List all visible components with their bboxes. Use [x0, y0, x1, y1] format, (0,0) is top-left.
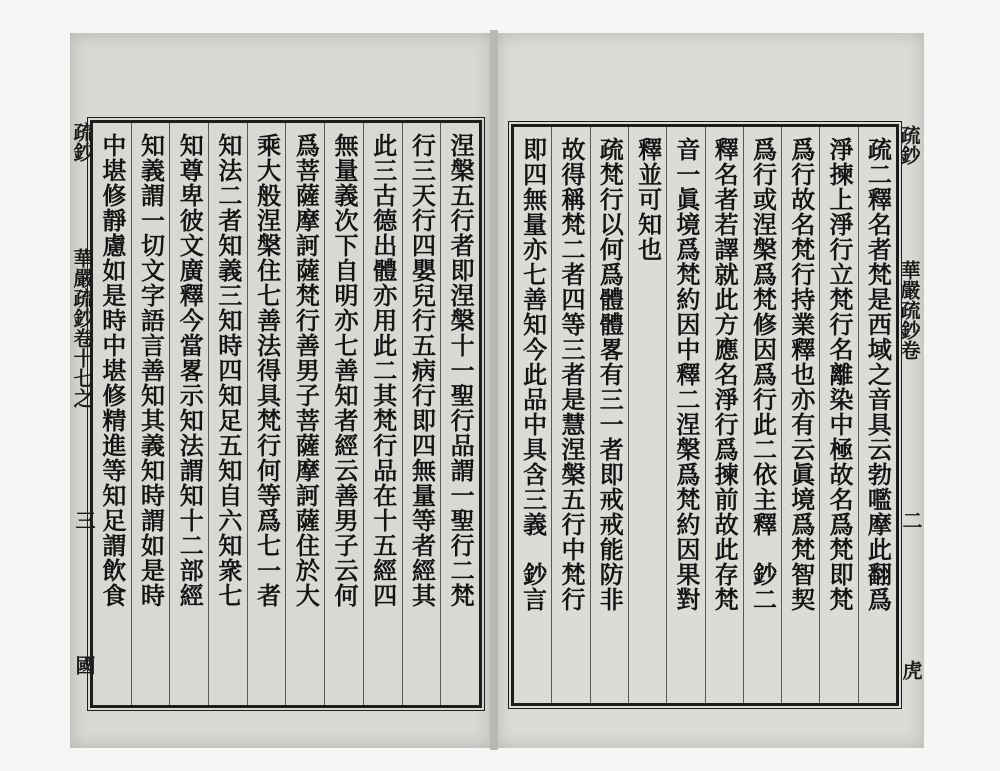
- column-text: 淨揀上淨行立梵行名離染中極故名爲梵即梵: [825, 137, 855, 612]
- column-text: 即四無量亦七善知今此品中具含三義 鈔言: [518, 137, 548, 612]
- right-margin-title: 華嚴疏鈔卷: [897, 260, 921, 360]
- text-column: [819, 127, 857, 703]
- text-column: [285, 123, 324, 705]
- column-text: 爲行故名梵行持業釋也亦有云眞境爲梵智契: [786, 137, 816, 612]
- column-text: 疏二釋名者梵是西域之音具云勃嚂摩此翻爲: [863, 137, 893, 612]
- book-gutter: [490, 30, 498, 750]
- right-fold-label: 疏鈔: [897, 125, 921, 165]
- text-column: [208, 123, 247, 705]
- column-text: 釋並可知也: [633, 137, 663, 262]
- text-column: [93, 123, 131, 705]
- text-column: [858, 127, 896, 703]
- column-text: 此三古德出體亦用此二其梵行品在十五經四: [368, 133, 398, 608]
- column-text: 中堪修靜慮如是時中堪修精進等知足謂飲食: [97, 133, 127, 608]
- right-text-frame: [511, 124, 899, 706]
- text-column: [514, 127, 551, 703]
- left-fold-label: 疏鈔: [70, 122, 94, 162]
- text-column: [440, 123, 479, 705]
- column-text: 涅槃五行者即涅槃十一聖行品謂一聖行二梵: [446, 133, 476, 608]
- column-text: 釋名者若譯就此方應名淨行爲揀前故此存梵: [710, 137, 740, 612]
- text-column: [743, 127, 781, 703]
- text-column: [363, 123, 402, 705]
- text-column: [247, 123, 286, 705]
- text-column: [705, 127, 743, 703]
- column-text: 知尊卑彼文廣釋今當畧示知法謂知十二部經: [175, 133, 205, 608]
- column-text: 行三天行四嬰兒行五病行即四無量等者經其: [407, 133, 437, 608]
- left-leaf-number: 三: [72, 510, 96, 530]
- left-margin-title: 華嚴疏鈔卷十七之: [70, 248, 94, 408]
- right-margin-bottom: 虎: [899, 660, 923, 680]
- text-column: [169, 123, 208, 705]
- column-text: 知義謂一切文字語言善知其義知時謂如是時: [136, 133, 166, 608]
- column-text: 無量義次下自明亦七善知者經云善男子云何: [330, 133, 360, 608]
- text-column: [628, 127, 666, 703]
- text-column: [590, 127, 628, 703]
- column-text: 故得稱梵二者四等三者是慧涅槃五行中梵行: [556, 137, 586, 612]
- column-text: 疏梵行以何爲體體畧有三一者即戒戒能防非: [595, 137, 625, 612]
- text-column: [131, 123, 170, 705]
- column-text: 乘大般涅槃住七善法得具梵行何等爲七一者: [252, 133, 282, 608]
- column-text: 音一眞境爲梵約因中釋二涅槃爲梵約因果對: [671, 137, 701, 612]
- column-text: 知法二者知義三知時四知足五知自六知衆七: [213, 133, 243, 608]
- text-column: [551, 127, 589, 703]
- text-column: [402, 123, 441, 705]
- column-text: 爲行或涅槃爲梵修因爲行此二依主釋 鈔二: [748, 137, 778, 612]
- left-margin-bottom: 國: [72, 655, 96, 675]
- text-column: [666, 127, 704, 703]
- column-text: 爲菩薩摩訶薩梵行善男子菩薩摩訶薩住於大: [291, 133, 321, 608]
- right-leaf-number: 二: [899, 510, 923, 530]
- left-text-frame: [90, 120, 482, 708]
- text-column: [324, 123, 363, 705]
- text-column: [781, 127, 819, 703]
